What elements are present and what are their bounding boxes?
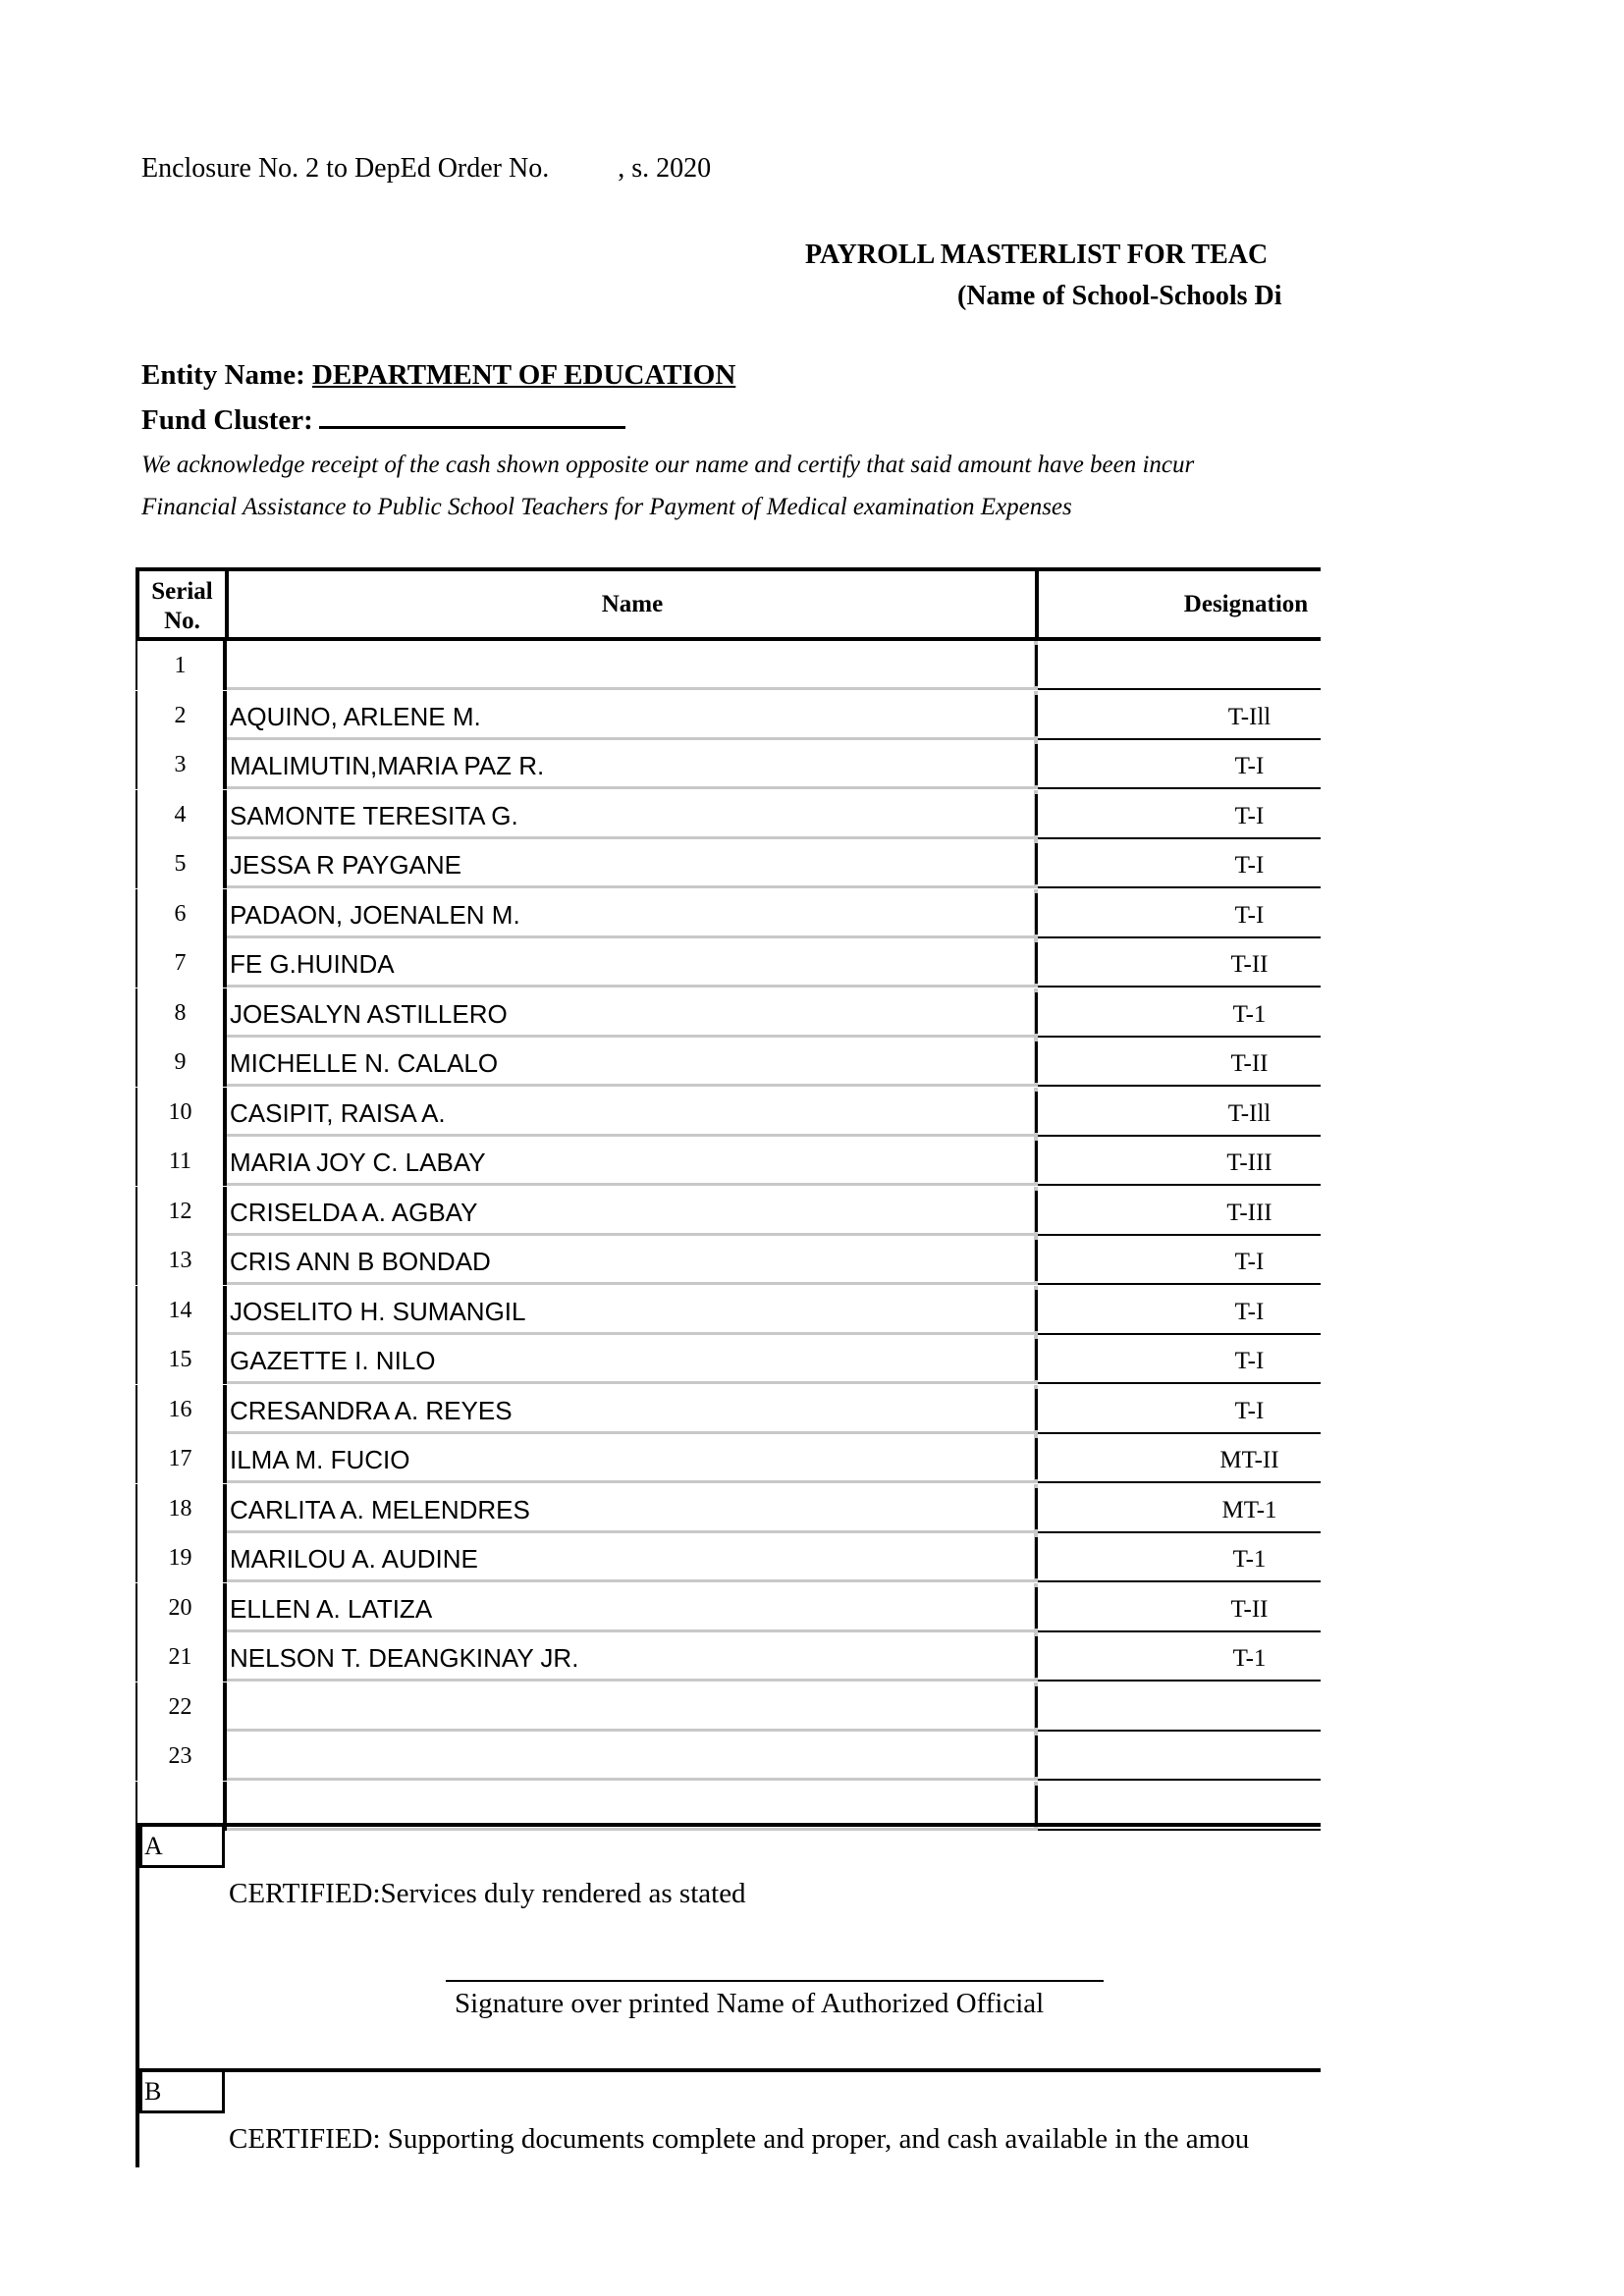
name-cell: CASIPIT, RAISA A. <box>227 1088 1038 1137</box>
ack-line-2: Financial Assistance to Public School Teachers for Payment of Medical examination Expenses <box>141 494 1072 520</box>
serial-cell: 22 <box>135 1682 227 1732</box>
entity-value: DEPARTMENT OF EDUCATION <box>311 359 736 391</box>
name-cell: CRIS ANN B BONDAD <box>227 1236 1038 1285</box>
serial-cell: 9 <box>135 1038 227 1087</box>
name-cell: NELSON T. DEANGKINAY JR. <box>227 1632 1038 1682</box>
column-divider <box>1035 1290 1038 1331</box>
table-row <box>135 839 1321 888</box>
designation-cell: T-I <box>1038 889 1321 938</box>
name-cell: ELLEN A. LATIZA <box>227 1583 1038 1632</box>
serial-cell: 19 <box>135 1533 227 1582</box>
certification-a-text: CERTIFIED:Services duly rendered as stated <box>229 1878 746 1909</box>
serial-cell: 8 <box>135 988 227 1038</box>
name-cell: CARLITA A. MELENDRES <box>227 1484 1038 1533</box>
designation-cell: T-Ill <box>1038 1088 1321 1137</box>
page-title: PAYROLL MASTERLIST FOR TEAC <box>805 240 1269 270</box>
serial-cell: 12 <box>135 1187 227 1236</box>
serial-cell: 15 <box>135 1335 227 1384</box>
name-cell <box>227 1732 1038 1781</box>
designation-cell: T-1 <box>1038 1533 1321 1582</box>
designation-cell: T-I <box>1038 1385 1321 1434</box>
table-row <box>135 790 1321 839</box>
serial-cell: 4 <box>135 790 227 839</box>
serial-cell: 3 <box>135 740 227 789</box>
table-row <box>135 1385 1321 1434</box>
table-row <box>135 740 1321 789</box>
certification-a <box>135 1823 1321 2068</box>
designation-cell: T-II <box>1038 1583 1321 1632</box>
column-divider <box>1035 645 1038 686</box>
column-divider <box>1035 992 1038 1034</box>
payroll-table <box>135 567 1321 2167</box>
designation-cell: T-II <box>1038 938 1321 988</box>
column-divider <box>1035 843 1038 884</box>
name-cell: JESSA R PAYGANE <box>227 839 1038 888</box>
name-cell: AQUINO, ARLENE M. <box>227 691 1038 740</box>
certification-a-border <box>135 1827 139 2072</box>
column-divider <box>1035 1389 1038 1430</box>
column-divider <box>1035 1092 1038 1133</box>
name-cell: JOSELITO H. SUMANGIL <box>227 1286 1038 1335</box>
designation-cell: T-I <box>1038 740 1321 789</box>
serial-cell: 13 <box>135 1236 227 1285</box>
name-cell: PADAON, JOENALEN M. <box>227 889 1038 938</box>
name-cell: MICHELLE N. CALALO <box>227 1038 1038 1087</box>
certification-a-letter: A <box>139 1827 225 1868</box>
serial-cell: 10 <box>135 1088 227 1137</box>
column-divider <box>1035 1636 1038 1678</box>
column-divider <box>1035 1240 1038 1281</box>
designation-cell: T-I <box>1038 839 1321 888</box>
column-divider <box>1035 695 1038 736</box>
serial-cell: 17 <box>135 1434 227 1483</box>
table-row <box>135 1187 1321 1236</box>
signature-caption: Signature over printed Name of Authorized Official <box>455 1988 1045 2019</box>
table-row <box>135 691 1321 740</box>
serial-cell: 6 <box>135 889 227 938</box>
certification-b-text: CERTIFIED: Supporting documents complete and proper, and cash available in the amou <box>229 2123 1250 2155</box>
name-cell: MARILOU A. AUDINE <box>227 1533 1038 1582</box>
name-cell: JOESALYN ASTILLERO <box>227 988 1038 1038</box>
entity-name-line <box>141 359 735 392</box>
table-row <box>135 889 1321 938</box>
serial-cell: 1 <box>135 641 227 690</box>
acknowledgement-text <box>141 444 1321 532</box>
fund-cluster-blank <box>319 400 625 429</box>
table-row <box>135 641 1321 690</box>
column-divider <box>1035 794 1038 835</box>
name-cell: GAZETTE I. NILO <box>227 1335 1038 1384</box>
entity-label: Entity Name: <box>141 359 305 391</box>
column-divider <box>1035 1339 1038 1380</box>
column-divider <box>1035 1041 1038 1083</box>
serial-cell: 14 <box>135 1286 227 1335</box>
serial-cell: 21 <box>135 1632 227 1682</box>
column-divider <box>1035 1488 1038 1529</box>
certification-b-letter: B <box>139 2072 225 2113</box>
table-row <box>135 1236 1321 1285</box>
table-row <box>135 1434 1321 1483</box>
table-row <box>135 1732 1321 1781</box>
column-divider <box>1035 1537 1038 1578</box>
name-cell: MALIMUTIN,MARIA PAZ R. <box>227 740 1038 789</box>
serial-cell: 11 <box>135 1137 227 1186</box>
table-row <box>135 1286 1321 1335</box>
table-row <box>135 988 1321 1038</box>
serial-cell: 18 <box>135 1484 227 1533</box>
serial-cell: 23 <box>135 1732 227 1781</box>
name-cell: CRESANDRA A. REYES <box>227 1385 1038 1434</box>
header-serial-no: Serial No. <box>135 567 229 641</box>
table-row <box>135 1682 1321 1732</box>
designation-cell: T-I <box>1038 1286 1321 1335</box>
column-divider <box>1035 1191 1038 1232</box>
certification-b <box>135 2068 1321 2167</box>
designation-cell <box>1038 641 1321 690</box>
header-designation: Designation <box>1037 567 1321 641</box>
fund-cluster-label: Fund Cluster: <box>141 404 313 436</box>
designation-cell: T-Ill <box>1038 691 1321 740</box>
enclosure-reference: Enclosure No. 2 to DepEd Order No. , s. 2020 <box>141 153 712 184</box>
name-cell: ILMA M. FUCIO <box>227 1434 1038 1483</box>
designation-cell: T-III <box>1038 1137 1321 1186</box>
column-divider <box>1035 744 1038 785</box>
serial-cell: 7 <box>135 938 227 988</box>
designation-cell: T-1 <box>1038 1632 1321 1682</box>
column-divider <box>1035 942 1038 984</box>
serial-cell: 5 <box>135 839 227 888</box>
page-subtitle: (Name of School-Schools Di <box>957 281 1282 311</box>
name-cell: SAMONTE TERESITA G. <box>227 790 1038 839</box>
designation-cell: T-I <box>1038 1335 1321 1384</box>
designation-cell: T-II <box>1038 1038 1321 1087</box>
fund-cluster-line <box>141 400 625 437</box>
signature-line <box>446 1980 1104 1982</box>
column-divider <box>1035 893 1038 934</box>
table-row <box>135 1632 1321 1682</box>
column-divider <box>1035 1141 1038 1182</box>
name-cell: CRISELDA A. AGBAY <box>227 1187 1038 1236</box>
designation-cell: MT-1 <box>1038 1484 1321 1533</box>
name-cell <box>227 1682 1038 1732</box>
serial-cell: 16 <box>135 1385 227 1434</box>
designation-cell: T-I <box>1038 790 1321 839</box>
column-divider <box>1035 1686 1038 1728</box>
designation-cell: T-1 <box>1038 988 1321 1038</box>
certification-b-border <box>135 2072 139 2167</box>
table-row <box>135 1583 1321 1632</box>
designation-cell <box>1038 1732 1321 1781</box>
name-cell <box>227 641 1038 690</box>
ack-line-1: We acknowledge receipt of the cash shown opposite our name and certify that said amount have been incur <box>141 452 1195 478</box>
title-block <box>0 240 1321 328</box>
table-row <box>135 1137 1321 1186</box>
column-divider <box>1035 1786 1038 1827</box>
table-row <box>135 1088 1321 1137</box>
serial-cell: 20 <box>135 1583 227 1632</box>
designation-cell: MT-II <box>1038 1434 1321 1483</box>
table-row <box>135 1335 1321 1384</box>
designation-cell <box>1038 1682 1321 1732</box>
column-divider <box>1035 1587 1038 1629</box>
designation-cell: T-I <box>1038 1236 1321 1285</box>
table-row <box>135 1038 1321 1087</box>
serial-cell: 2 <box>135 691 227 740</box>
name-cell: FE G.HUINDA <box>227 938 1038 988</box>
designation-cell: T-III <box>1038 1187 1321 1236</box>
table-row <box>135 938 1321 988</box>
name-cell: MARIA JOY C. LABAY <box>227 1137 1038 1186</box>
column-divider <box>1035 1438 1038 1479</box>
header-name: Name <box>227 567 1038 641</box>
column-divider <box>1035 1735 1038 1777</box>
table-row <box>135 1533 1321 1582</box>
table-row <box>135 1484 1321 1533</box>
